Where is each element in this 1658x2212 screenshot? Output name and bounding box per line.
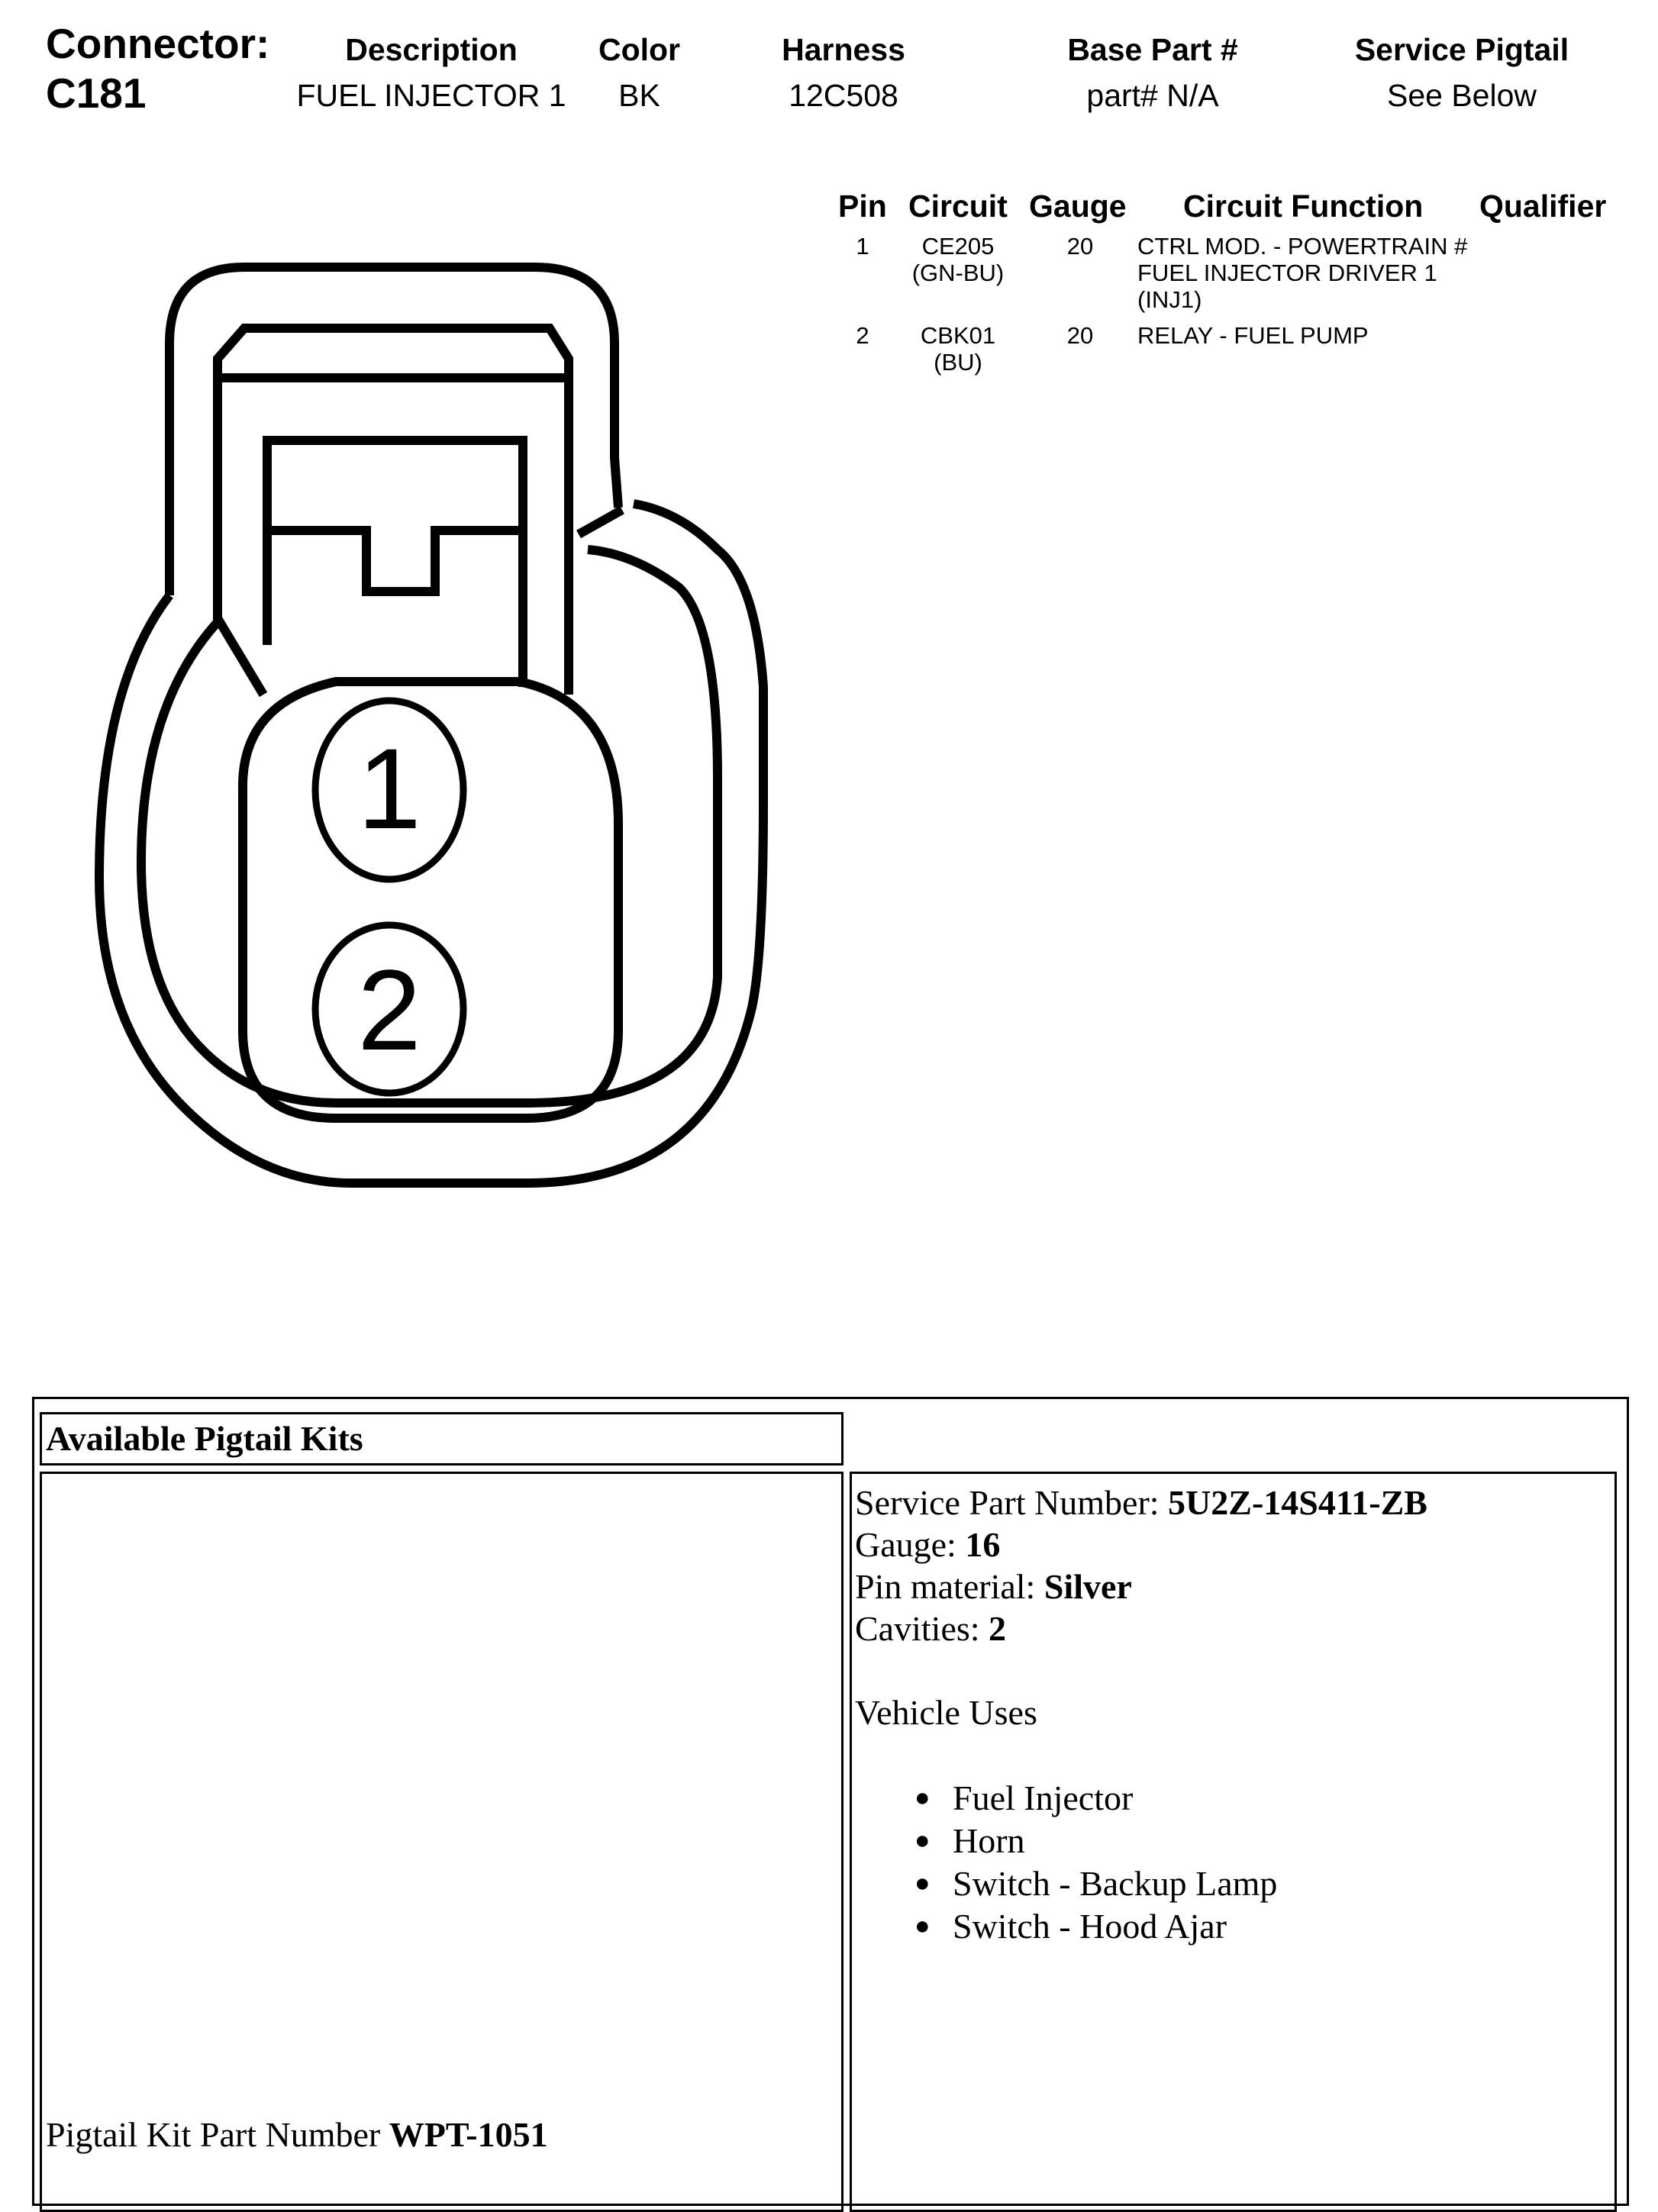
pin-row-2-gauge: 20 bbox=[1066, 322, 1094, 349]
list-item: ● Fuel Injector bbox=[914, 1777, 1427, 1820]
gauge-value: 16 bbox=[965, 1525, 1001, 1564]
pin-row-2-function: RELAY - FUEL PUMP bbox=[1137, 322, 1369, 349]
pin-header-gauge: Gauge bbox=[1029, 189, 1127, 224]
list-item: ● Horn bbox=[914, 1820, 1427, 1862]
pin-header-qualifier: Qualifier bbox=[1479, 189, 1607, 224]
pin-row-2-circuit-color: (BU) bbox=[934, 349, 982, 376]
pin-row-1-function-line: CTRL MOD. - POWERTRAIN # bbox=[1137, 233, 1468, 260]
pin-row-1-gauge: 20 bbox=[1066, 233, 1094, 260]
pigtail-title-cell bbox=[40, 1412, 844, 1466]
header-color: Color bbox=[598, 32, 681, 67]
cavities-label: Cavities: bbox=[855, 1609, 980, 1648]
service-part-number: 5U2Z-14S411-ZB bbox=[1168, 1483, 1427, 1522]
value-harness: 12C508 bbox=[789, 78, 898, 113]
pigtail-kit-part bbox=[46, 2114, 548, 2156]
pin-row-1-circuit-code: CE205 bbox=[921, 233, 995, 260]
gauge-line bbox=[855, 1524, 1427, 1565]
header-harness: Harness bbox=[782, 32, 905, 67]
connector-face-diagram bbox=[0, 0, 840, 1313]
bullet-icon: ● bbox=[914, 1912, 931, 1940]
pigtail-details-cell bbox=[850, 1472, 1617, 2212]
pigtail-title: Available Pigtail Kits bbox=[46, 1419, 363, 1458]
header-base-part: Base Part # bbox=[1067, 32, 1238, 67]
pin-row-1-function-line: (INJ1) bbox=[1137, 286, 1202, 313]
value-description: FUEL INJECTOR 1 bbox=[296, 78, 566, 113]
pin-row-1-circuit-color: (GN-BU) bbox=[911, 260, 1005, 286]
list-item: ● Switch - Backup Lamp bbox=[914, 1862, 1427, 1905]
connector-id: C181 bbox=[46, 69, 147, 117]
pin-header-circuit: Circuit bbox=[908, 189, 1008, 224]
pigtail-image-cell bbox=[40, 1472, 844, 2212]
pin-1-label: 1 bbox=[357, 724, 421, 853]
pin-material-value: Silver bbox=[1044, 1567, 1132, 1606]
gauge-label: Gauge: bbox=[855, 1525, 956, 1564]
pin-row-2-pin: 2 bbox=[856, 322, 869, 349]
pigtail-details bbox=[855, 1482, 1427, 1948]
bullet-icon: ● bbox=[914, 1784, 931, 1812]
bullet-icon: ● bbox=[914, 1827, 931, 1855]
value-base-part: part# N/A bbox=[1086, 78, 1219, 113]
vehicle-uses-label: Vehicle Uses bbox=[855, 1693, 1037, 1732]
pin-cavity-body bbox=[243, 682, 618, 1118]
vehicle-uses-list bbox=[914, 1777, 1427, 1948]
pin-row-1-pin: 1 bbox=[856, 233, 869, 260]
header-description: Description bbox=[345, 32, 518, 67]
pin-row-1-circuit bbox=[893, 233, 1023, 286]
pin-2-label: 2 bbox=[357, 946, 421, 1074]
service-part-label: Service Part Number: bbox=[855, 1483, 1160, 1522]
pin-row-1-function bbox=[1137, 233, 1467, 313]
value-color: BK bbox=[618, 78, 660, 113]
pin-row-2-circuit-code: CBK01 bbox=[920, 322, 996, 349]
pin-material-line bbox=[855, 1565, 1427, 1607]
pin-row-2-circuit bbox=[893, 322, 1023, 376]
connector-latch-outline bbox=[169, 267, 618, 595]
pin-header-pin: Pin bbox=[838, 189, 887, 224]
list-item: ● Switch - Hood Ajar bbox=[914, 1905, 1427, 1948]
bullet-icon: ● bbox=[914, 1869, 931, 1898]
header-service-pigtail: Service Pigtail bbox=[1354, 32, 1569, 67]
value-service-pigtail: See Below bbox=[1386, 78, 1537, 113]
pigtail-kit-part-number: WPT-1051 bbox=[389, 2115, 548, 2154]
cavities-line bbox=[855, 1607, 1427, 1649]
cavities-value: 2 bbox=[989, 1609, 1007, 1648]
pin-header-function: Circuit Function bbox=[1183, 189, 1424, 224]
connector-label: Connector: bbox=[46, 20, 270, 67]
pigtail-kit-part-label: Pigtail Kit Part Number bbox=[46, 2115, 381, 2154]
pin-row-1-function-line: FUEL INJECTOR DRIVER 1 bbox=[1137, 260, 1437, 286]
pin-material-label: Pin material: bbox=[855, 1567, 1036, 1606]
service-part-line bbox=[855, 1482, 1427, 1524]
